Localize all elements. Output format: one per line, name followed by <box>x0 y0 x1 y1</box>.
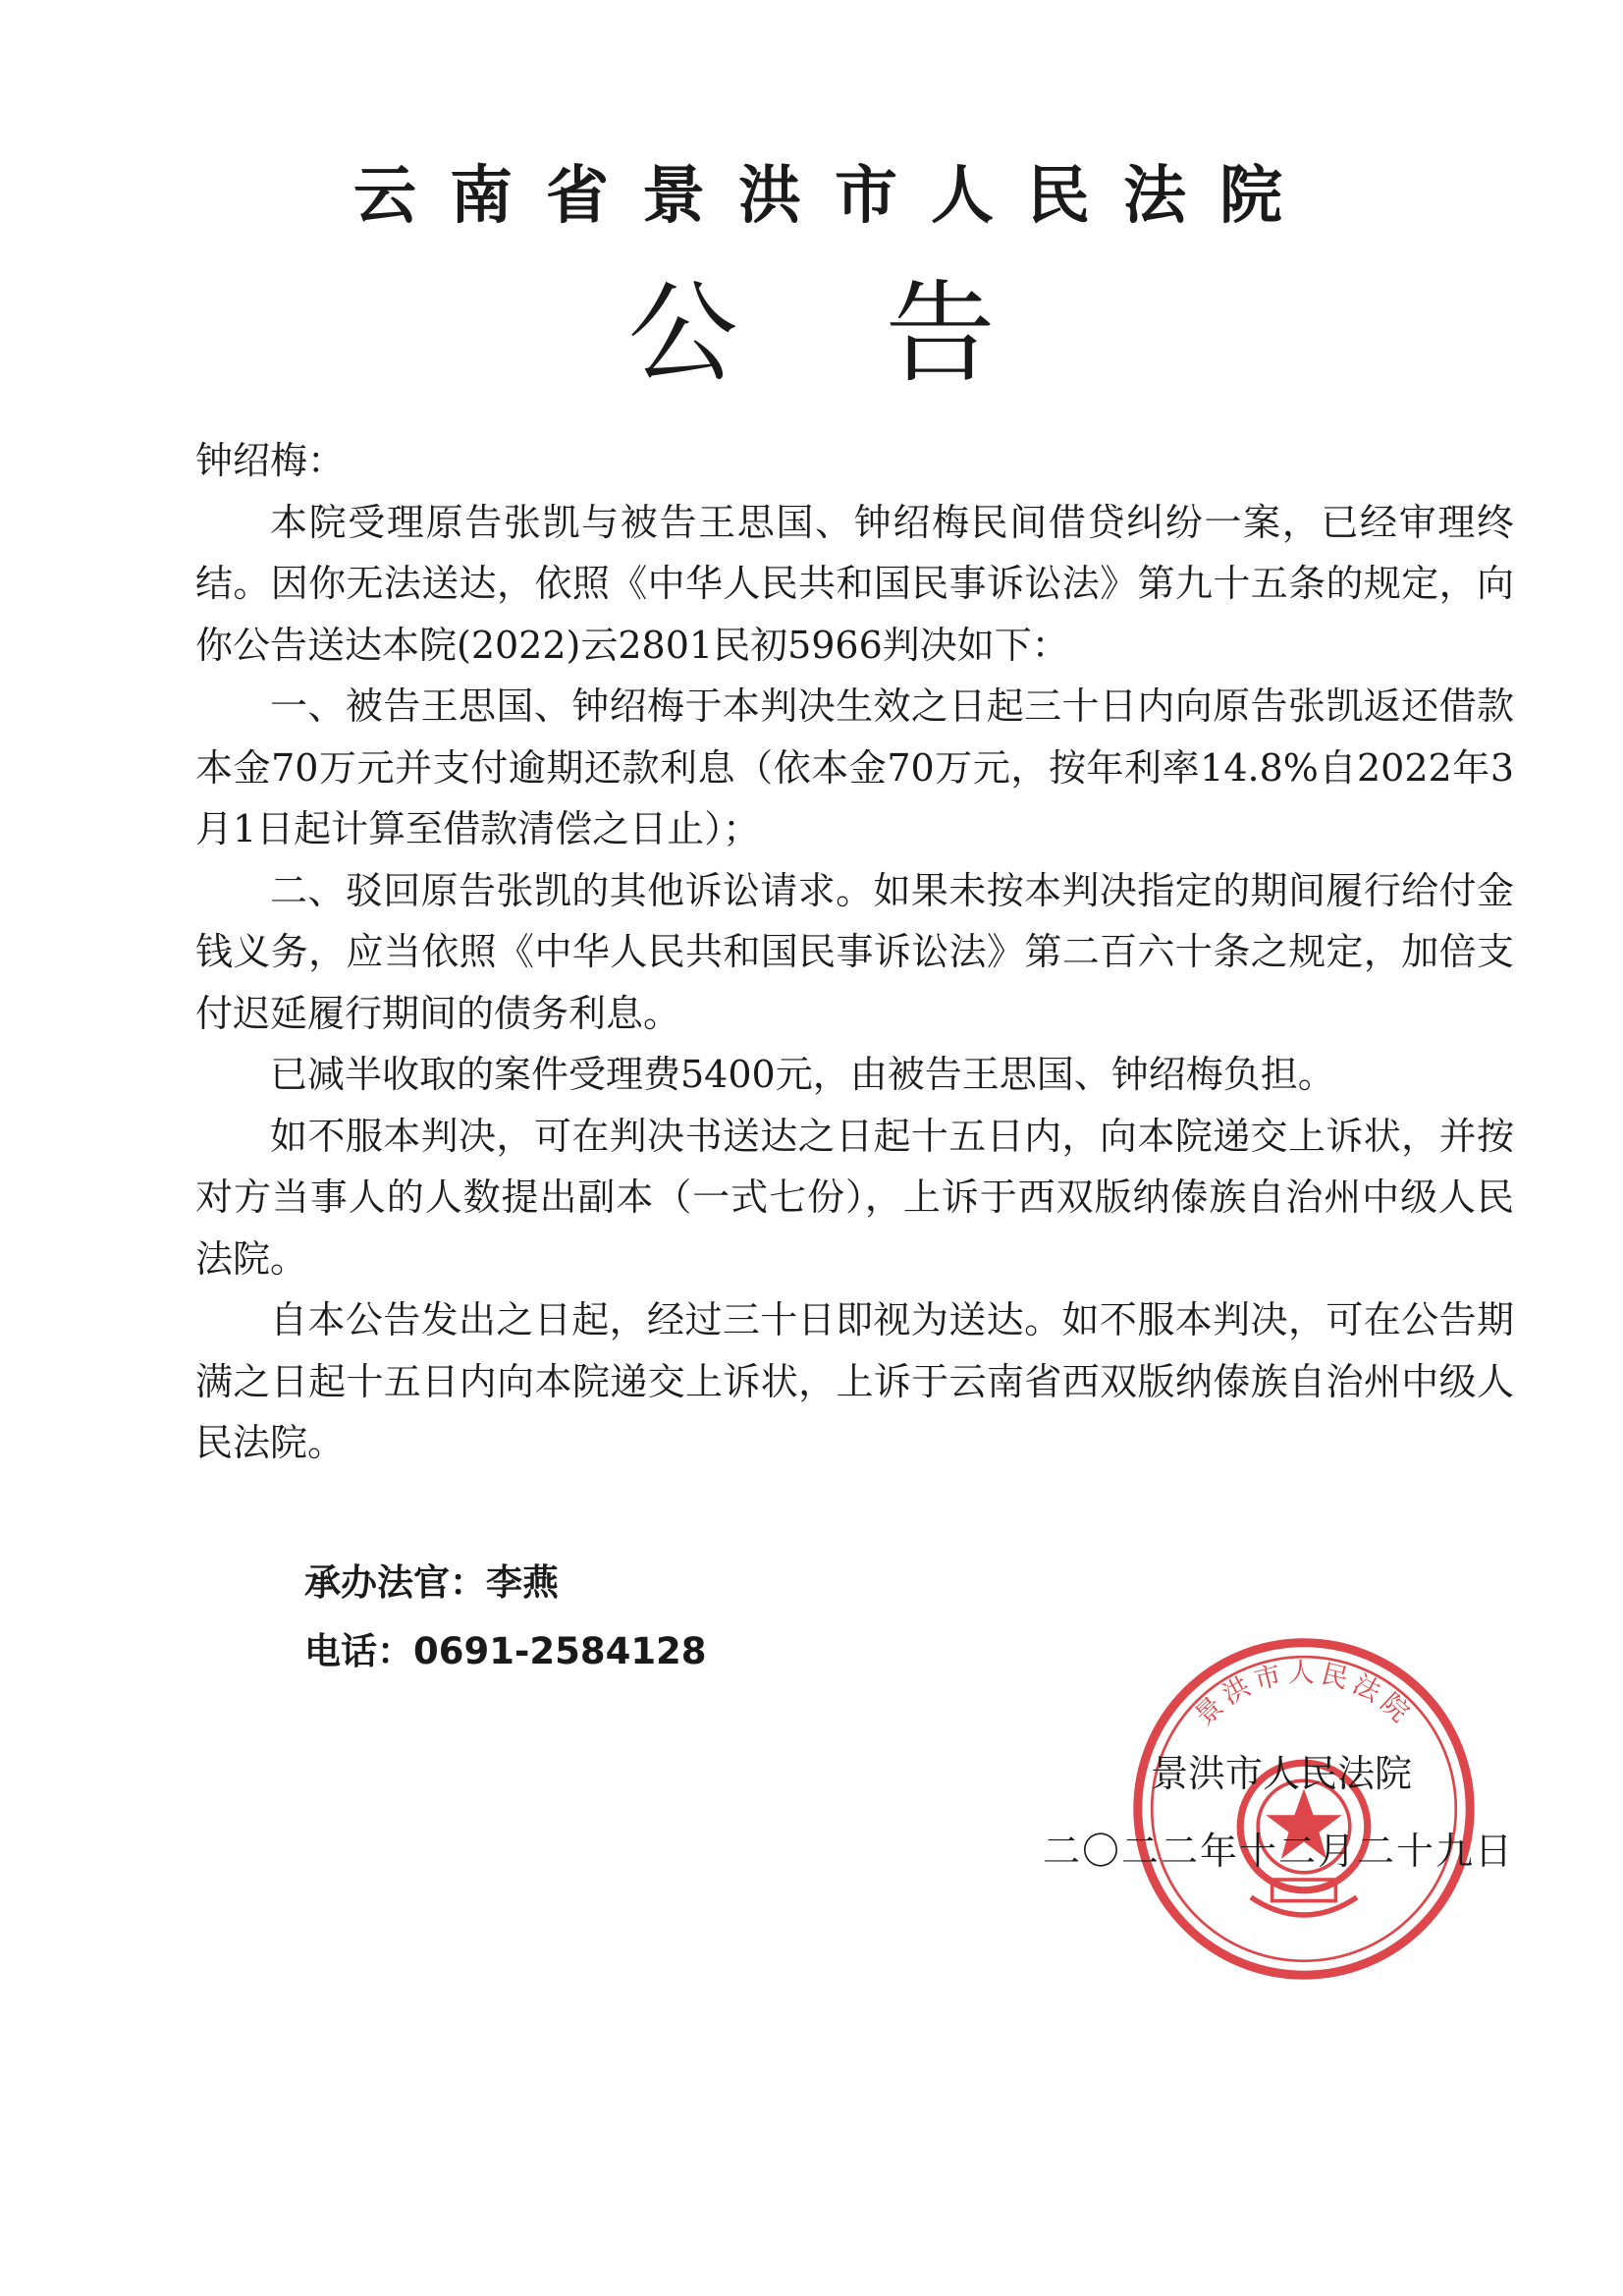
signature-court-name: 景洪市人民法院 <box>1151 1752 1413 1795</box>
paragraph-case-intro: 本院受理原告张凯与被告王思国、钟绍梅民间借贷纠纷一案，已经审理终结。因你无法送达，依照《中华人民共和国民事诉讼法》第九十五条的规定，向你公告送达本院(2022)云2801民初5966判决如下： <box>195 500 1514 667</box>
svg-text:景洪市人民法院 <box>1189 1658 1418 1731</box>
paragraph-appeal-right: 如不服本判决，可在判决书送达之日起十五日内，向本院递交上诉状，并按对方当事人的人数提出副本（一式七份），上诉于西双版纳傣族自治州中级人民法院。 <box>195 1114 1514 1281</box>
phone-number: 电话：0691-2584128 <box>304 1630 707 1672</box>
court-name-heading: 云南省景洪市人民法院 <box>353 160 1316 233</box>
notice-title: 公告 <box>627 270 1143 398</box>
paragraph-service-notice: 自本公告发出之日起，经过三十日即视为送达。如不服本判决，可在公告期满之日起十五日内向本院递交上诉状，上诉于云南省西双版纳傣族自治州中级人民法院。 <box>195 1298 1514 1464</box>
seal-lettering: 景洪市人民法院 <box>1189 1658 1419 1732</box>
paragraph-case-fee: 已减半收取的案件受理费5400元，由被告王思国、钟绍梅负担。 <box>270 1053 1335 1096</box>
notice-body <box>195 430 1514 1474</box>
judge-in-charge: 承办法官：李燕 <box>304 1561 559 1604</box>
court-seal-icon <box>1127 1632 1481 1986</box>
salutation: 钟绍梅： <box>195 439 346 482</box>
paragraph-judgment-item-2: 二、驳回原告张凯的其他诉讼请求。如果未按本判决指定的期间履行给付金钱义务，应当依照《中华人民共和国民事诉讼法》第二百六十条之规定，加倍支付迟延履行期间的债务利息。 <box>195 868 1514 1035</box>
paragraph-judgment-item-1: 一、被告王思国、钟绍梅于本判决生效之日起三十日内向原告张凯返还借款本金70万元并支付逾期还款利息（依本金70万元，按年利率14.8%自2022年3月1日起计算至借款清偿之日止）； <box>195 684 1514 850</box>
contact-block <box>304 1549 707 1686</box>
signature-date: 二〇二二年十二月二十九日 <box>1043 1830 1515 1873</box>
